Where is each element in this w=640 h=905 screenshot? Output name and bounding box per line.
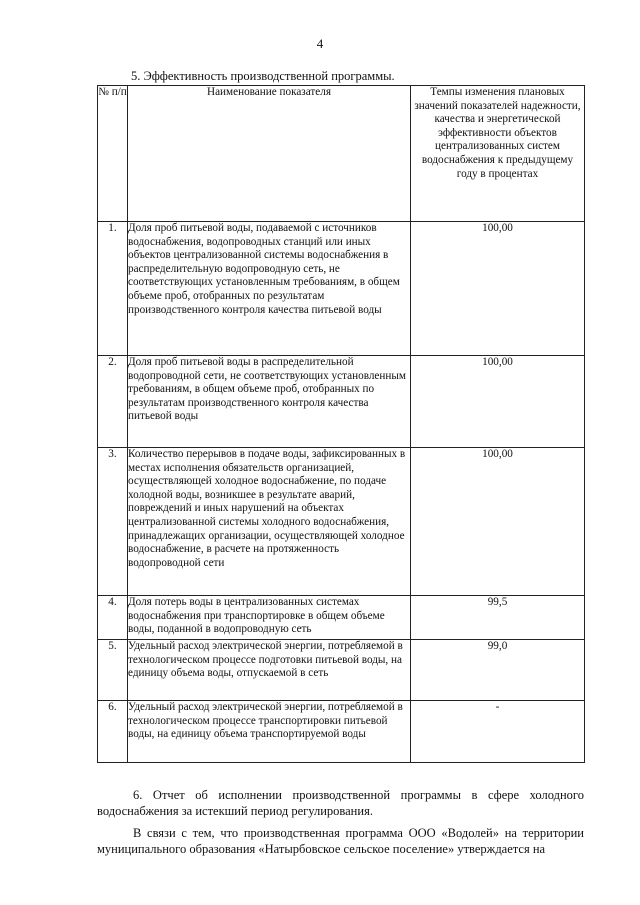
row-value: 100,00 <box>411 222 585 356</box>
row-indicator-name: Доля проб питьевой воды, подаваемой с источников водоснабжения, водопроводных станций или иных объектов централизованной системы водоснабжения в распределительную водопроводную сеть, не соответствующих установленным требованиям, в общем объеме проб, отобранных по результатам производственного контроля качества питьевой воды <box>128 222 411 356</box>
row-indicator-name: Доля проб питьевой воды в распределительной водопроводной сети, не соответствующих установленным требованиям, в общем объеме проб, отобранных по результатам производственного контроля качества питьевой воды <box>128 356 411 448</box>
row-value: 99,5 <box>411 596 585 640</box>
header-indicator-name: Наименование показателя <box>128 86 411 222</box>
table-row <box>98 596 585 640</box>
row-number: 1. <box>98 222 128 356</box>
indicators-table <box>97 85 585 763</box>
row-number: 2. <box>98 356 128 448</box>
row-indicator-name: Удельный расход электрической энергии, потребляемой в технологическом процессе транспортировки питьевой воды, на единицу объема транспортируемой воды <box>128 701 411 763</box>
row-number: 3. <box>98 448 128 596</box>
paragraph-report: 6. Отчет об исполнении производственной программы в сфере холодного водоснабжения за истекший период регулирования. <box>97 788 584 818</box>
row-value: - <box>411 701 585 763</box>
row-value: 100,00 <box>411 448 585 596</box>
table-row <box>98 222 585 356</box>
row-indicator-name: Доля потерь воды в централизованных системах водоснабжения при транспортировке в общем объеме воды, поданной в водопроводную сеть <box>128 596 411 640</box>
table-row <box>98 356 585 448</box>
header-number: № п/п <box>98 86 128 222</box>
row-value: 100,00 <box>411 356 585 448</box>
row-value: 99,0 <box>411 640 585 701</box>
header-change-rate: Темпы изменения плановых значений показателей надежности, качества и энергетической эффективности объектов централизованных систем водоснабжения к предыдущему году в процентах <box>411 86 585 222</box>
row-number: 4. <box>98 596 128 640</box>
page-number: 4 <box>316 36 324 51</box>
row-number: 6. <box>98 701 128 763</box>
paragraph-note: В связи с тем, что производственная программа ООО «Водолей» на территории муниципального образования «Натырбовское сельское поселение» утверждается на <box>97 826 584 856</box>
row-indicator-name: Количество перерывов в подаче воды, зафиксированных в местах исполнения обязательств организацией, осуществляющей холодное водоснабжение, по подаче холодной воды, возникшее в результате аварий, повреждений и иных нарушений на объектах централизованной системы холодного водоснабжения, принадлежащих организации, осуществляющей холодное водоснабжение, в расчете на протяженность водопроводной сети <box>128 448 411 596</box>
table-row <box>98 701 585 763</box>
row-number: 5. <box>98 640 128 701</box>
table-header-row <box>98 86 585 222</box>
table-row <box>98 448 585 596</box>
table-row <box>98 640 585 701</box>
section-title: 5. Эффективность производственной программы. <box>131 69 395 83</box>
row-indicator-name: Удельный расход электрической энергии, потребляемой в технологическом процессе подготовки питьевой воды, на единицу объема воды, отпускаемой в сеть <box>128 640 411 701</box>
